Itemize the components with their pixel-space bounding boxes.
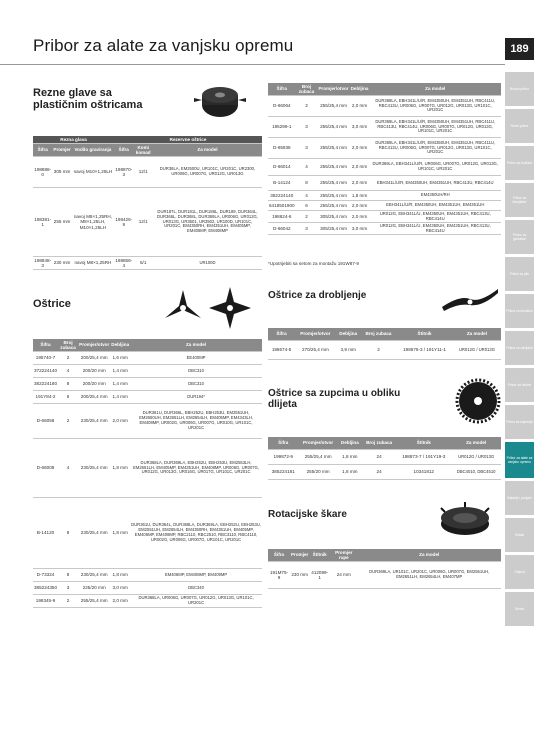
title-rule [0,64,505,65]
table-cell: 8 [296,176,318,191]
table-cell: 198381-1 [33,188,52,257]
table-cell: 2,0 mm [350,201,370,211]
column-header: Za model [453,328,501,341]
table-cell: 2,0 mm [350,96,370,117]
table-row [33,365,262,378]
mulching-blade-image [440,281,500,317]
tab-6: Pribor za brusilice [505,294,534,328]
column-header: Debljina [336,328,361,341]
table-cell: 6 [296,201,318,211]
table-row [268,176,501,191]
table-cell: 4 [296,191,318,201]
section-title-ostrice: Oštrice [33,298,71,310]
tab-5: Pribor za pile [505,257,534,291]
table-cell: 255/25,4 mm [317,176,349,191]
table-header-row [268,549,501,562]
group-header-cell: Rezervne oštrice [114,136,262,144]
table-cell: 198848-3 [34,257,52,268]
chisel-tooth-blade-image [455,378,501,424]
column-header: Broj zubaca [361,328,396,341]
table-cell: D-66058 [33,404,58,439]
table-row [33,391,262,404]
table-row [33,582,262,595]
table-cell: EBH341L/U/R, EM4350UH, EM4351UH, RBC413U, RBC414U [369,176,501,191]
tab-1: Rezni pribor [505,109,534,143]
table-cell: DUR368LA, DUR369LA, EBH252U, EBH253U, EM2553LH, EM2651LH, EM405MP, EM4351UH, EM408MP, UR006G, UR007G, UR012G, UR013G, UR016G, UR017G, UR101C, UR201C [130,439,262,498]
blade-4-tooth-image [208,286,252,330]
table-cell: DUR369LA, EBH341L/U/R, EM4350UH, EM4351UH, RBC411U, RBC413U, UR006G, UR007G, UR012G, UR013G, UR101C, UR201C [369,138,501,159]
table-cell: 305/25,4 mm [317,211,349,223]
trimmer-head-image [192,78,248,122]
table-cell: 255/25,4 mm [317,201,349,211]
table-cell: DUR369LA, EBH341L/U/R, UR006G, UR007G, UR012G, UR013G, UR101C, UR201C [369,159,501,176]
table-cell: 230/25,4 mm [78,439,110,498]
table-cell: 8 [58,569,78,582]
tab-12: Ostalo [505,518,534,552]
table-rotacijske [268,549,501,589]
column-header: Šifra [268,83,296,96]
section-title-zupcima: Oštrice sa zupcima u obliku dlijeta [268,388,401,410]
column-header: Promjer/otvor [295,328,336,341]
table-cell: 2,0 mm [350,159,370,176]
table-cell: EBH341L/U/R, EM4350UH, EM4351UH, EM4351UH [369,201,501,211]
table-group-header [33,136,262,144]
table-cell: 255/25,4 mm [317,138,349,159]
column-header: Debljina [338,437,362,450]
table-cell: 24 mm [330,562,357,589]
table-cell: 200/20 mm [78,378,110,391]
table-cell: EE400MP [130,352,262,365]
table-cell: 230/25,4 mm [78,498,110,569]
section-title-drobljenje: Oštrice za drobljenje [268,290,367,301]
table-ostrice [33,339,262,608]
table-cell: 12/1 [133,188,153,257]
table-cell: 3 [296,223,318,235]
table-cell: 412099-1 [309,562,330,589]
table-cell: 3 [296,138,318,159]
column-header: Vodilo graviranja [72,144,114,157]
table-cell: DUR369LA, UR101C, UR201C, UR006G, UR007G, EM2551UH, EM2651LH, EM2654LH, EM407MP [358,562,502,589]
column-header: Za model [153,144,262,157]
table-cell: 385224181 [268,465,299,480]
table-cell: 4 [296,159,318,176]
table-cell: 10341812 [396,465,451,480]
table-header-row [33,144,262,157]
table-cell: 2 [58,352,78,365]
table-row [33,498,262,569]
tab-3: Pribor za blanjalice [505,183,534,217]
table-cell: 2,0 mm [350,176,370,191]
table-cell: 200/25,4 mm [78,352,110,365]
table-cell: 3,9 mm [336,341,361,360]
blade-3-tooth-image [163,288,203,328]
column-header: Šifra [268,328,295,341]
tab-8: Pribor za čekiće [505,368,534,402]
table-cell: 372224140 [33,365,58,378]
table-cell: 270/25,4 mm [295,341,336,360]
column-header: Promjer/otvor [317,83,349,96]
tab-14: Servis [505,592,534,626]
table-cell: 230/25,4 mm [78,404,110,439]
table-cell: DBC340 [130,582,262,595]
column-header: Promjer [52,144,71,157]
table-cell: 198856-4 [115,257,133,268]
table-row [268,159,501,176]
tab-11: Baterije i punjači [505,481,534,515]
column-header: Broj zubaca [296,83,318,96]
table-cell: B-14124 [268,176,296,191]
table-cell: 198624-6 [268,211,296,223]
table-cell: 198870-3 [114,157,133,188]
column-header: Šifra [33,144,52,157]
table-cell: 255/25,4 mm [299,450,338,465]
table-cell: 1,8 mm [110,569,130,582]
table-cell: DUR369LA, EBH341L/U/R, EM4350UH, EM4351UH, RBC411U, RBC413U, RBC414U, UR006G, UR007G, UR012G, UR013G, UR101C, UR201C [369,117,501,138]
column-header: Za model [358,549,502,562]
table-cell: 198873-7 / 191Y19-3 [396,450,451,465]
column-header: Šifra [268,549,290,562]
table-ostrice-continued [268,83,501,235]
table-cell: 255/25,4 mm [317,191,349,201]
table-cell: 2,0 mm [350,138,370,159]
table-cell: D-66008 [33,439,58,498]
table-cell: UR012G / UR013G [453,341,501,360]
table-cell: 2,0 mm [110,404,130,439]
tab-9: Pribor za mjerenje [505,405,534,439]
table-row [268,211,501,223]
table-cell: 3 [58,582,78,595]
table-cell: DUR187L, DUR181L, DUR188L, DUR189, DUR364L, DUR366L, DUR368L, DUR369LA, UR006G, UR012G, UR013G, UR3501, UR3502, UR100D, UR101C, UR201C, EM4350RH, EM4351UH, EM405MP, EM406MP, EM408MP [153,188,262,257]
table-cell: 1,8 mm [110,439,130,498]
table-cell: DUR368LA, UR006G, UR007G, UR012G, UR013G, UR101C, UR201C [130,595,262,608]
table-row [268,223,501,235]
group-header-cell: Rezna glava [33,136,114,144]
table-cell: 198674-5 [268,341,295,360]
table-cell: UR012G, EBH341L/U, EM4350UH, EM4351UH, RBC413U, RBC414U [369,211,501,223]
table-cell: 198345-9 [33,595,58,608]
table-cell: 305 mm [52,157,71,188]
table-row [33,378,262,391]
table-cell: 191M75-9 [268,562,290,589]
column-header: Komi komad [133,144,153,157]
table-cell: EM4350UH/RH [369,191,501,201]
table-cell: 199872-9 [268,450,299,465]
tab-10: Pribor za alate za vanjsku opremu [505,442,534,478]
table-row [33,188,262,257]
table-cell: 24 [362,465,396,480]
column-header: Broj zubaca [362,437,396,450]
table-row [268,117,501,138]
page-number: 189 [505,38,534,60]
column-header: Debljina [350,83,370,96]
table-row [268,450,501,465]
table-cell: D-66064 [268,96,296,117]
table-cell: 200/25,4 mm [78,391,110,404]
table-row [268,465,501,480]
table-header-row [268,83,501,96]
table-cell: 255/25,4 mm [317,159,349,176]
table-cell: UR012G, EBH341L/U, EM4350UH, EM4351UH, RBC413U, RBC414U [369,223,501,235]
table-cell: EM406MP, EM408MP, EM409MP [130,569,262,582]
table-cell: 1,8 mm [338,465,362,480]
column-header: Šifra [268,437,299,450]
table-header-row [268,437,501,450]
table-cell: DUR361U, DUR364L, DUR368LA, DUR369LA, EBH252U, EBH253U, EM2551UH, EM2654LH, EM4350RH, EM4351UH, EM405MP, EM406MP, EM408MP, RBC2110, RBC2510, RBC3110, RBC4110, UR002G, UR006G, UR007G, UR101C, UR201C [130,498,262,569]
table-cell: 230 mm [52,257,71,270]
table-row [268,562,501,589]
tab-4: Pribor za glodalice [505,220,534,254]
table-cell: 3,0 mm [110,582,130,595]
table-cell: DBC4010, DBC4510 [451,465,501,480]
table-cell: DUR36LA, EM2500U, UR101C, UR201C, UR2300, UR006G, UR007G, UR012G, UR013G [153,157,262,188]
table-cell: 1,8 mm [110,498,130,569]
column-header: Debljina [110,339,130,352]
table-cell: navoj M8×1,25RH [72,257,114,270]
table-cell: 8 [58,378,78,391]
table-cell: B-14120 [33,498,58,569]
column-header: Promjer rupe [330,549,357,562]
page-title: Pribor za alate za vanjsku opremu [33,36,294,55]
table-cell: 255/25,4 mm [78,595,110,608]
table-cell: 255/20 mm [299,465,338,480]
tab-0: Brusni pribor [505,72,534,106]
tab-7: Pribor za odvijače [505,331,534,365]
table-cell: 1,4 mm [110,378,130,391]
table-cell: 2 [361,341,396,360]
table-cell: 4 [58,365,78,378]
table-cell: 230/25,4 mm [78,569,110,582]
table-row [268,341,501,360]
table-cell: 230 mm [290,562,309,589]
table-cell: 2,0 mm [350,211,370,223]
table-row [33,352,262,365]
column-header: Šifra [33,339,58,352]
footnote: *Upotrijebiti sa setom za montažu 191W87-9 [268,261,359,266]
table-cell: 2 [58,595,78,608]
table-row [33,595,262,608]
table-cell: 1,6 mm [110,352,130,365]
table-row [33,569,262,582]
table-cell: D-66014 [268,159,296,176]
table-cell: D-65938 [268,138,296,159]
section-tabs [505,72,534,629]
column-header: Promjer [290,549,309,562]
table-cell: UR100D [153,257,262,270]
table-zupcima [268,437,501,480]
table-header-row [33,339,262,352]
table-row [268,138,501,159]
table-cell: 2 [296,211,318,223]
table-cell: UR012G / UR013G [451,450,501,465]
table-cell: DUR194* [130,391,262,404]
table-cell: DBC310 [130,378,262,391]
tab-2: Pribor za bušilice [505,146,534,180]
table-cell: 255/25,4 mm [317,117,349,138]
table-cell: 8 [58,498,78,569]
table-cell: 191Y84-2 [33,391,58,404]
table-row [33,439,262,498]
table-cell: 6 [58,391,78,404]
table-cell: 6418501900 [268,201,296,211]
column-header: Broj zubaca [58,339,78,352]
table-row [33,257,262,270]
column-header: Za model [369,83,501,96]
table-cell: 12/1 [133,157,153,188]
table-cell: 24 [362,450,396,465]
table-cell: 195299-1 [268,117,296,138]
table-row [268,191,501,201]
table-cell: 3,0 mm [350,223,370,235]
table-drobljenje [268,328,501,360]
table-cell: navoj M10×1,25LH [72,157,114,188]
table-cell: 2 [296,96,318,117]
section-title-rotacijske: Rotacijske škare [268,509,347,520]
table-cell: 255/25,4 mm [317,96,349,117]
tab-13: Odjeća [505,555,534,589]
column-header: Za model [451,437,501,450]
table-cell: 1,8 mm [350,191,370,201]
table-cell: 382224180 [33,378,58,391]
table-row [268,201,501,211]
column-header: Štitnik [309,549,330,562]
table-cell: 2,0 mm [110,595,130,608]
table-cell: D-66042 [268,223,296,235]
table-cell: 225/20 mm [78,582,110,595]
table-cell: DUR361U, DUR366L, EBH252U, EBH253U, EM2551UH, EM2650UH, EM2651LH, EM2654LH, EM405MP, EM4343LH, EM408MP, UR002G, UR006G, UR007G, UR010G, UR101C, UR201C [130,404,262,439]
table-cell: 198675-3 / 191Y11-1 [396,341,453,360]
table-cell: 385224350 [33,582,58,595]
table-cell: navoj M8×1,25RH, M8×1,25LH, M10×1,25LH [72,188,114,257]
table-cell: 2 [58,404,78,439]
table-cell: 198888-0 [33,157,52,188]
table-row [33,157,262,188]
table-cell: 200/20 mm [78,365,110,378]
table-cell: 382224140 [268,191,296,201]
rotary-shears-image [437,496,493,538]
column-header: Za model [130,339,262,352]
column-header: Štitnik [396,437,451,450]
table-cell: 1,4 mm [110,365,130,378]
column-header: Promjer/otvor [78,339,110,352]
table-header-row [268,328,501,341]
table-cell: 4 [58,439,78,498]
table-cell: D-73324 [33,569,58,582]
table-cell: 1,4 mm [110,391,130,404]
table-row [33,404,262,439]
table-cell: 305/25,4 mm [317,223,349,235]
section-title-rezne-glave: Rezne glave sa plastičnim oštricama [33,87,143,111]
table-cell: 3 [296,117,318,138]
table-cell: DUR369LA, EBH341L/U/R, EM4350UH, EM4351UH, RBC411U, RBC413U, UR006G, UR007G, UR012G, UR013G, UR101C, UR201C [369,96,501,117]
column-header: Promjer/otvor [299,437,338,450]
column-header: Štitnik [396,328,453,341]
column-header: Šifra [114,144,133,157]
table-cell: DBC310 [130,365,262,378]
table-cell: 198426-9 [114,188,133,257]
table-cell: 5/1 [133,257,153,270]
table-row [268,96,501,117]
table-cell: 3,0 mm [350,117,370,138]
table-cell: 1,8 mm [338,450,362,465]
table-cell: 255 mm [52,188,71,257]
table-cell: 195740-7 [33,352,58,365]
table-rezne-glave [33,136,262,270]
